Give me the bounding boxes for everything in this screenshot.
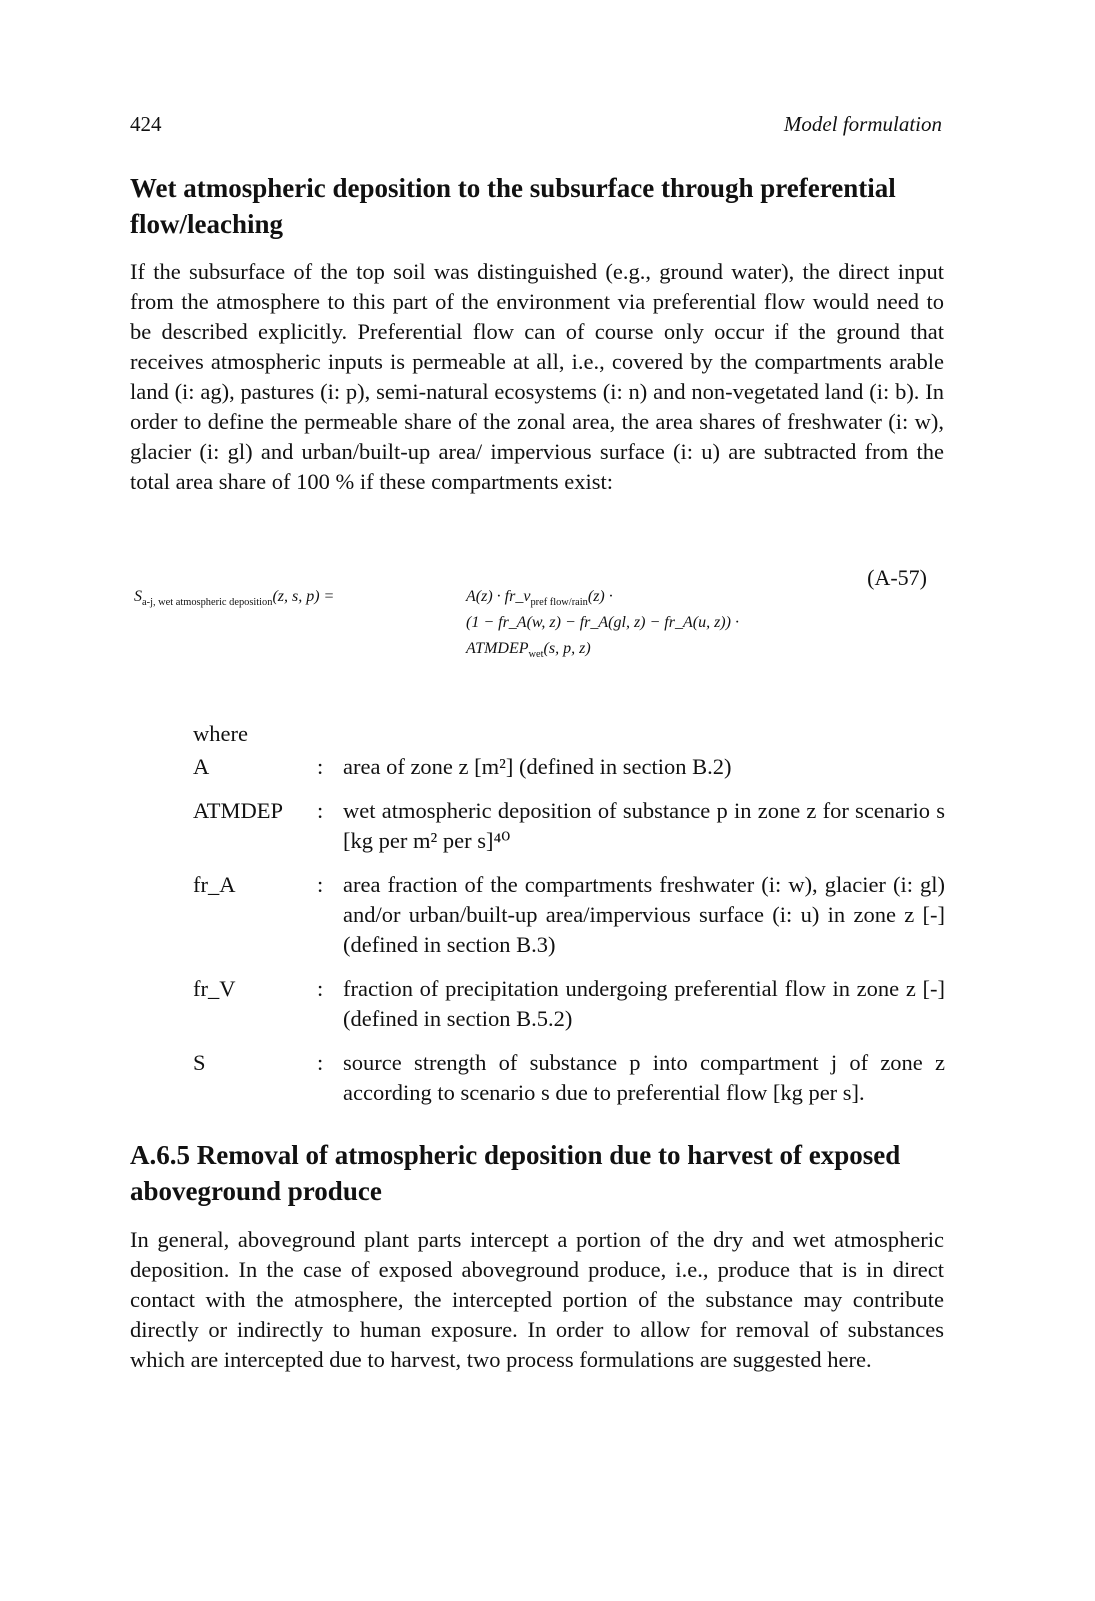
running-title: Model formulation [783,112,942,136]
equation-line-3 [466,636,739,662]
definition-colon: : [317,976,324,1001]
equation-lhs-subscript: a-j, wet atmospheric deposition [142,597,273,609]
definition-text: source strength of substance p into compartment j of zone z according to scenario s due to preferential flow [kg per s]. [343,1050,945,1105]
equation-line-3-end: (s, p, z) [543,640,591,657]
body-paragraph: If the subsurface of the top soil was distinguished (e.g., ground water), the direct input from the atmosphere to this part of the environment via preferential flow would need to be described explicitly. Preferential flow can of course only occur if the ground that receives atmospheric inputs is permeable at all, i.e., covered by the compartments arable land (i: ag), pastures (i: p), semi-natural ecosystems (i: n) and non-vegetated land (i: b). In order to define the permeable share of the zonal area, the area shares of freshwater (i: w), glacier (i: gl) and urban/built-up area/ impervious surface (i: u) are subtracted from the total area share of 100 % if these compartments exist: [130,259,944,494]
equation-line-2: (1 − fr_A(w, z) − fr_A(gl, z) − fr_A(u, z)) · [466,614,739,631]
equation-line-1-end: (z) · [587,588,613,605]
where-label: where [193,721,248,746]
definition-colon: : [317,798,324,823]
definition-symbol: S [193,1050,206,1075]
definition-item [193,796,945,856]
definition-colon: : [317,872,324,897]
equation-rhs [466,584,739,662]
definition-text: wet atmospheric deposition of substance p in zone z for scenario s [kg per m² per s]⁴⁰ [343,798,945,853]
equation-line-3-main: ATMDEP [466,640,529,657]
equation-number: (A-57) [867,565,927,590]
definition-symbol: ATMDEP [193,798,284,823]
equation-line-1-main: A(z) · fr_v [466,588,531,605]
subsection-heading: A.6.5 Removal of atmospheric deposition due to harvest of exposed aboveground produce [130,1140,901,1206]
equation-line-1-subscript: pref flow/rain [530,597,588,609]
definition-colon: : [317,754,324,779]
definition-item [193,870,945,960]
equation-lhs-args: (z, s, p) = [272,588,335,605]
definition-item [193,752,945,782]
definition-list [193,752,945,1122]
body-paragraph-2: In general, aboveground plant parts intercept a portion of the dry and wet atmospheric deposition. In the case of exposed aboveground produce, i.e., produce that is in direct contact with the atmosphere, the intercepted portion of the substance may contribute directly or indirectly to human exposure. In order to allow for removal of substances which are intercepted due to harvest, two process formulations are suggested here. [130,1227,944,1372]
equation-lhs [134,588,335,609]
definition-colon: : [317,1050,324,1075]
section-heading: Wet atmospheric deposition to the subsurface through preferential flow/leaching [130,173,896,239]
page-number: 424 [130,112,162,136]
definition-symbol: fr_A [193,872,236,897]
definition-text: area of zone z [m²] (defined in section B.2) [343,754,732,779]
definition-item [193,1048,945,1108]
equation-line-3-subscript: wet [528,649,544,661]
equation-line-1 [466,584,739,610]
definition-symbol: A [193,754,210,779]
definition-item [193,974,945,1034]
definition-text: area fraction of the compartments freshwater (i: w), glacier (i: gl) and/or urban/built-up area/impervious surface (i: u) in zone z [-] (defined in section B.3) [343,872,945,957]
definition-symbol: fr_V [193,976,236,1001]
equation-block [130,560,945,680]
definition-text: fraction of precipitation undergoing preferential flow in zone z [-] (defined in section B.5.2) [343,976,945,1031]
equation-lhs-symbol: S [134,588,142,605]
